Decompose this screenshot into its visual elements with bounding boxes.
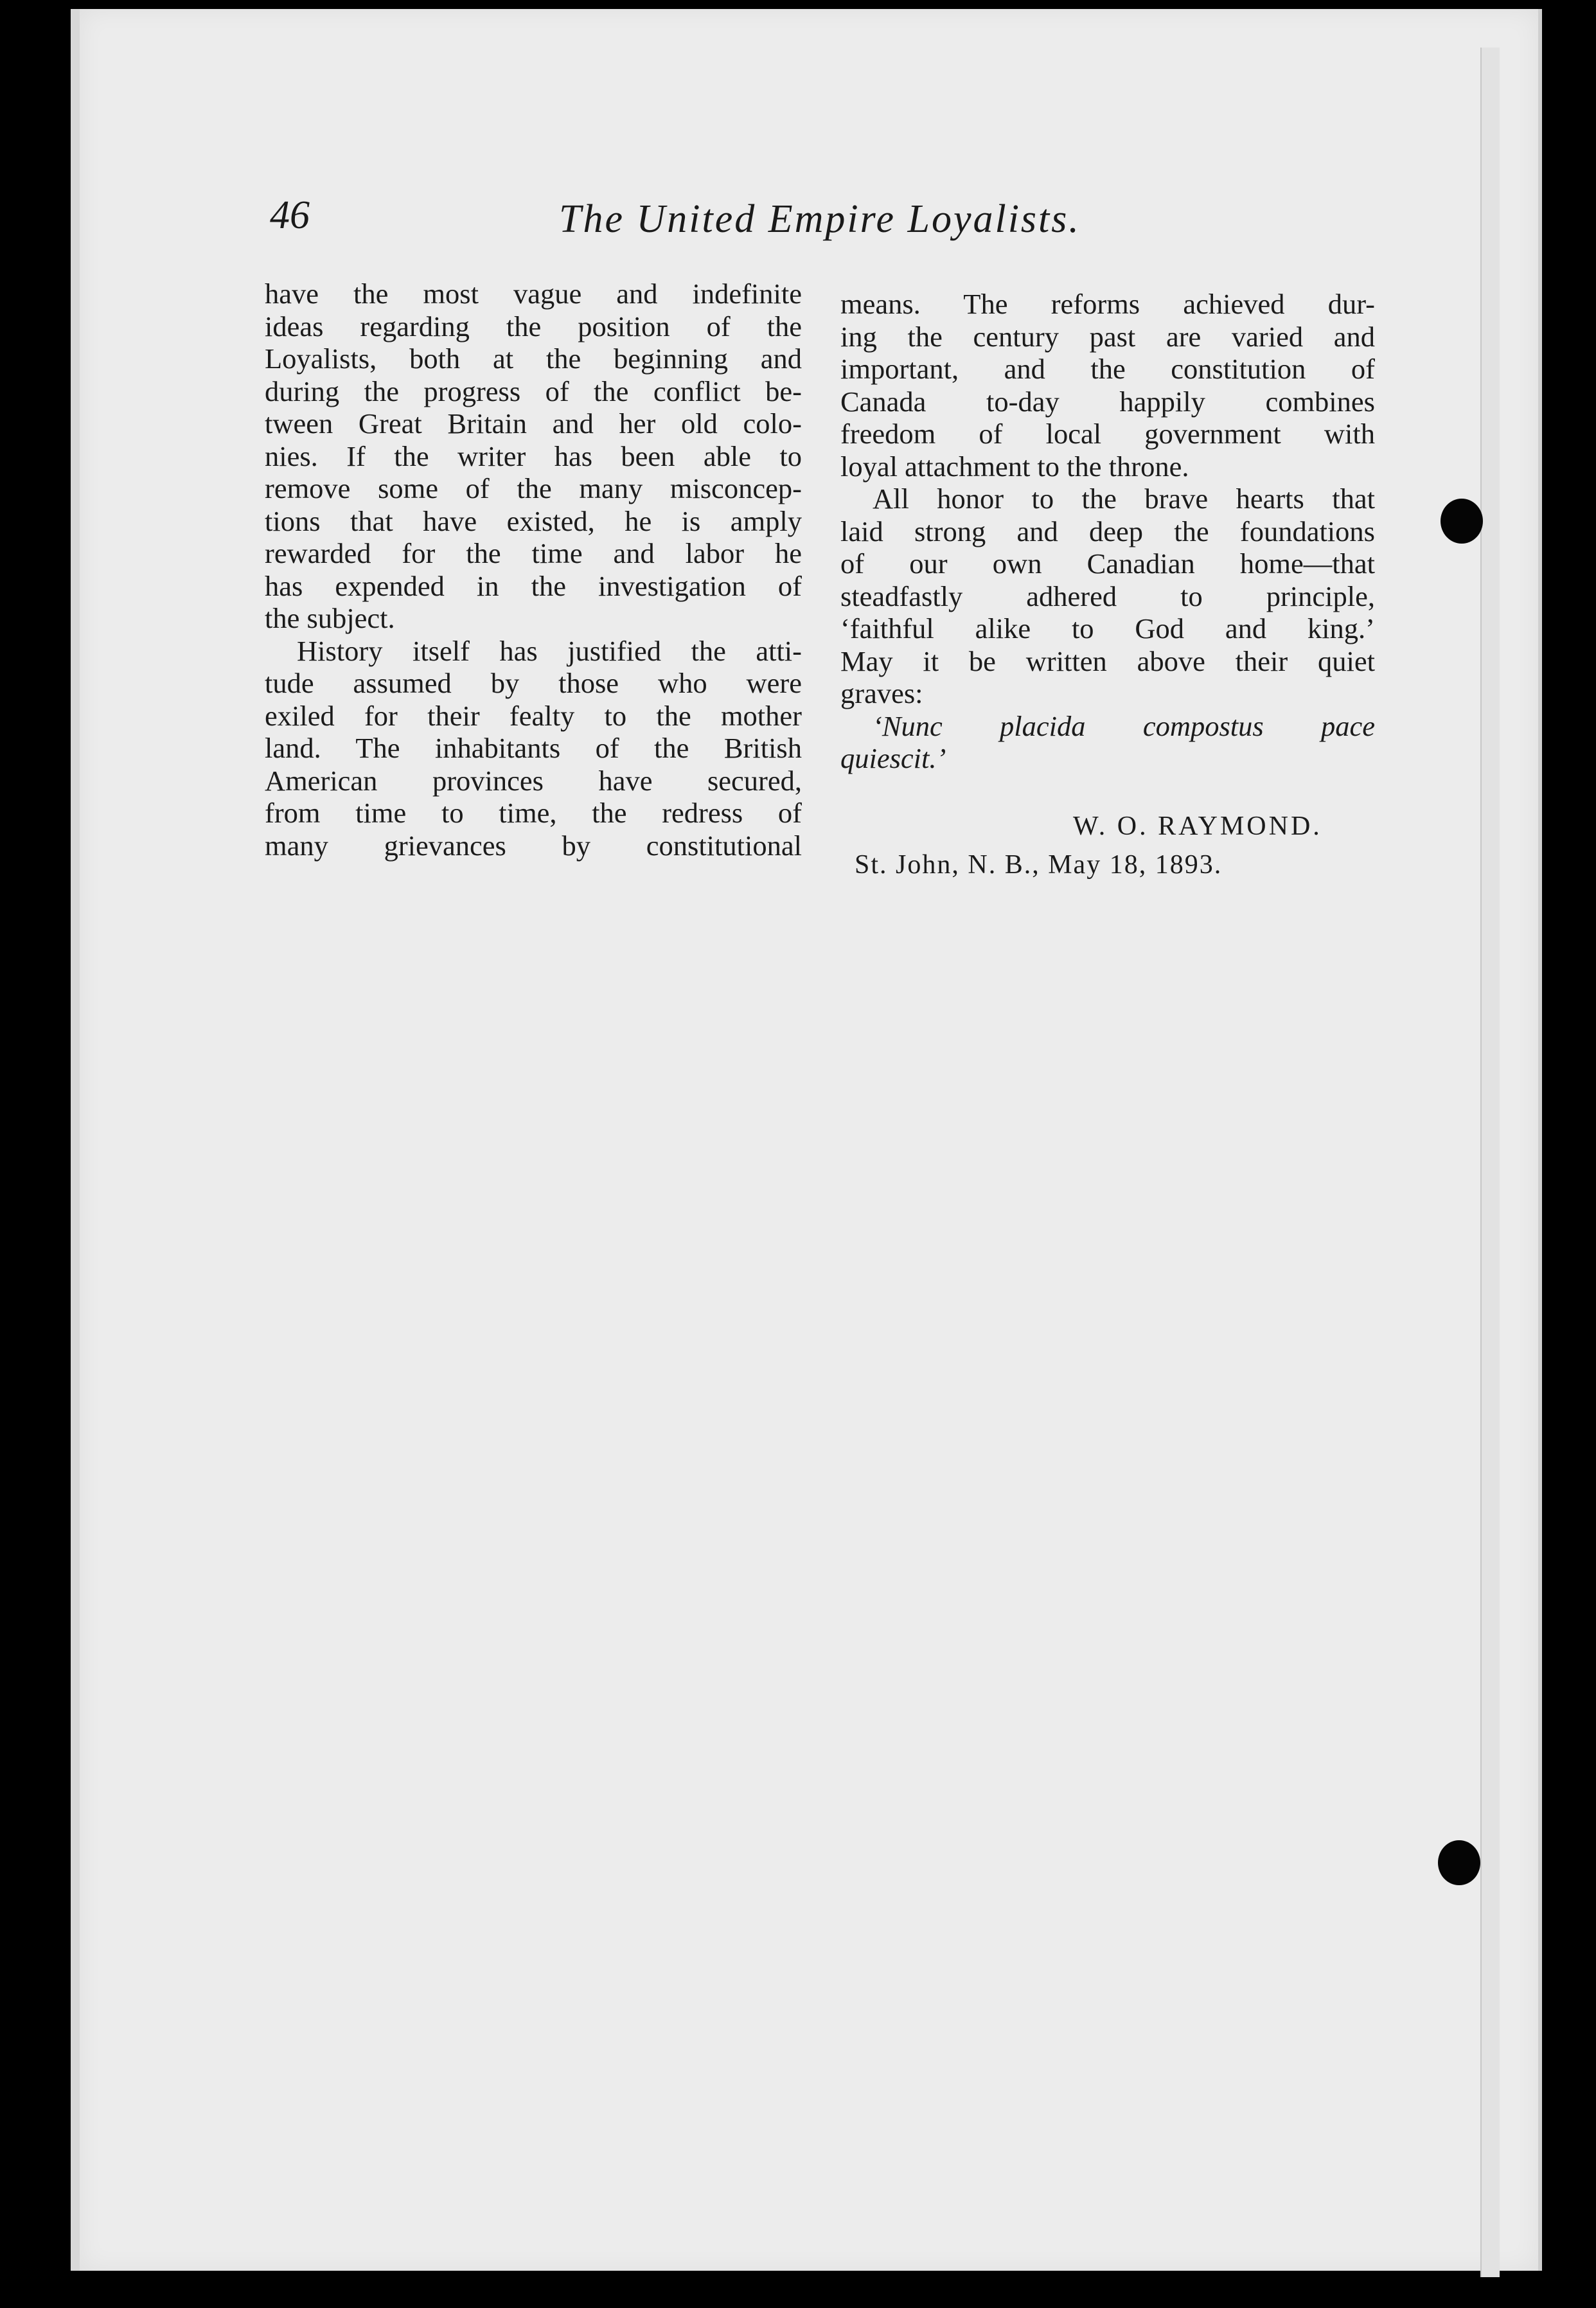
text-line: History itself has justified the atti- [297, 634, 802, 667]
running-title: The United Empire Loyalists. [559, 197, 1081, 241]
text-line: Canada to-day happily combines [840, 385, 1375, 418]
punch-hole-bottom [1438, 1840, 1480, 1885]
text-line: laid strong and deep the foundations [840, 515, 1375, 547]
text-line: remove some of the many misconcep- [265, 472, 802, 504]
text-line: means. The reforms achieved dur- [840, 288, 1375, 320]
left-column [265, 278, 802, 862]
text-line: during the progress of the conflict be- [265, 375, 802, 407]
punch-hole-top [1441, 499, 1483, 544]
text-line: ‘faithful alike to God and king.’ [840, 612, 1375, 644]
text-line: tude assumed by those who were [265, 667, 802, 699]
text-line: important, and the constitution of [840, 353, 1375, 385]
dateline: St. John, N. B., May 18, 1893. [855, 850, 1223, 880]
page-number: 46 [270, 193, 310, 237]
latin-quote-line: quiescit.’ [840, 742, 946, 774]
text-line: All honor to the brave hearts that [873, 483, 1375, 515]
text-line: nies. If the writer has been able to [265, 439, 802, 472]
text-line: Loyalists, both at the beginning and [265, 342, 802, 375]
text-line: steadfastly adhered to principle, [840, 580, 1375, 612]
text-line: May it be written above their quiet [840, 644, 1375, 677]
text-line: ing the century past are varied and [840, 320, 1375, 353]
text-line: loyal attachment to the throne. [840, 450, 1189, 483]
text-line: ideas regarding the position of the [265, 310, 802, 342]
text-line: rewarded for the time and labor he [265, 537, 802, 569]
author-signature: W. O. RAYMOND. [1073, 812, 1322, 841]
text-line: have the most vague and indefinite [265, 278, 802, 310]
text-line: graves: [840, 677, 923, 709]
text-line: American provinces have secured, [265, 764, 802, 797]
text-line: has expended in the investigation of [265, 569, 802, 602]
text-line: from time to time, the redress of [265, 797, 802, 829]
latin-quote-line: ‘Nunc placida compostus pace [873, 709, 1375, 742]
text-line: the subject. [265, 602, 395, 634]
text-line: of our own Canadian home—that [840, 547, 1375, 580]
text-line: tions that have existed, he is amply [265, 504, 802, 537]
paper-edge [1480, 48, 1500, 2277]
text-line: many grievances by constitutional [265, 829, 802, 862]
text-line: exiled for their fealty to the mother [265, 699, 802, 732]
right-column [840, 288, 1375, 775]
page-header [270, 193, 1131, 251]
text-line: tween Great Britain and her old colo- [265, 407, 802, 439]
text-line: freedom of local government with [840, 418, 1375, 450]
text-line: land. The inhabitants of the British [265, 732, 802, 764]
